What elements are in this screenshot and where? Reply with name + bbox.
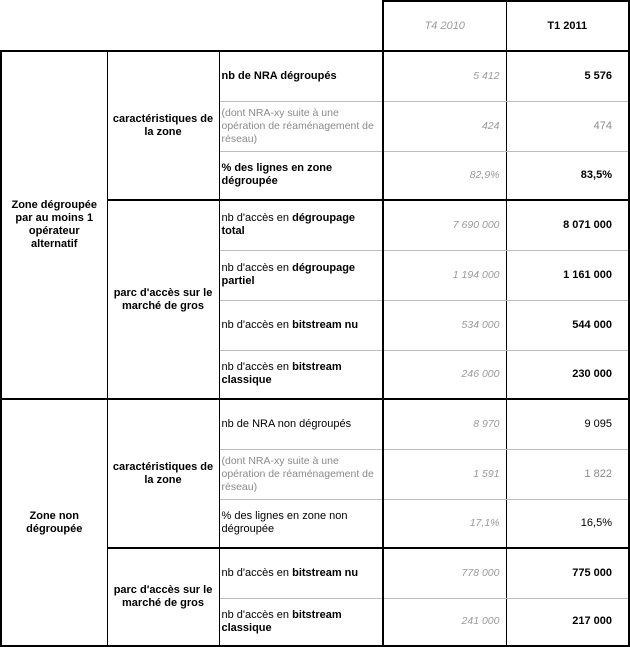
value-t1: 9 095 — [506, 399, 629, 449]
value-t1: 217 000 — [506, 598, 629, 646]
category-label: parc d'accès sur le marché de gros — [107, 200, 219, 399]
value-t1: 230 000 — [506, 350, 629, 399]
category-label: caractéristiques de la zone — [107, 399, 219, 548]
value-t4: 534 000 — [383, 300, 506, 350]
value-t4: 241 000 — [383, 598, 506, 646]
indicator-label: nb de NRA dégroupés — [219, 51, 383, 101]
value-t4: 246 000 — [383, 350, 506, 399]
value-t4: 7 690 000 — [383, 200, 506, 250]
header-t4-2010: T4 2010 — [383, 1, 506, 51]
zone-label: Zone dégroupée par au moins 1 opérateur alternatif — [1, 51, 107, 399]
indicator-label: nb d'accès en bitstream classique — [219, 598, 383, 646]
value-t4: 424 — [383, 101, 506, 151]
value-t4: 778 000 — [383, 548, 506, 598]
value-t1: 83,5% — [506, 151, 629, 200]
value-t4: 82,9% — [383, 151, 506, 200]
value-t4: 8 970 — [383, 399, 506, 449]
value-t1: 1 161 000 — [506, 250, 629, 300]
value-t4: 5 412 — [383, 51, 506, 101]
indicator-label: nb d'accès en bitstream classique — [219, 350, 383, 399]
indicator-label: nb d'accès en dégroupage partiel — [219, 250, 383, 300]
indicator-label: nb d'accès en bitstream nu — [219, 548, 383, 598]
zone-label: Zone non dégroupée — [1, 399, 107, 646]
value-t1: 1 822 — [506, 449, 629, 499]
indicator-label: nb de NRA non dégroupés — [219, 399, 383, 449]
value-t4: 1 591 — [383, 449, 506, 499]
category-label: parc d'accès sur le marché de gros — [107, 548, 219, 646]
value-t1: 8 071 000 — [506, 200, 629, 250]
header-t1-2011: T1 2011 — [506, 1, 629, 51]
value-t1: 16,5% — [506, 499, 629, 548]
value-t1: 544 000 — [506, 300, 629, 350]
indicator-label: nb d'accès en bitstream nu — [219, 300, 383, 350]
value-t1: 775 000 — [506, 548, 629, 598]
category-label: caractéristiques de la zone — [107, 51, 219, 200]
value-t4: 17,1% — [383, 499, 506, 548]
indicator-label: (dont NRA-xy suite à une opération de réaménagement de réseau) — [219, 449, 383, 499]
indicator-label: (dont NRA-xy suite à une opération de réaménagement de réseau) — [219, 101, 383, 151]
value-t1: 474 — [506, 101, 629, 151]
indicator-label: % des lignes en zone non dégroupée — [219, 499, 383, 548]
value-t4: 1 194 000 — [383, 250, 506, 300]
indicator-label: nb d'accès en dégroupage total — [219, 200, 383, 250]
value-t1: 5 576 — [506, 51, 629, 101]
header-blank — [1, 1, 383, 51]
indicator-label: % des lignes en zone dégroupée — [219, 151, 383, 200]
